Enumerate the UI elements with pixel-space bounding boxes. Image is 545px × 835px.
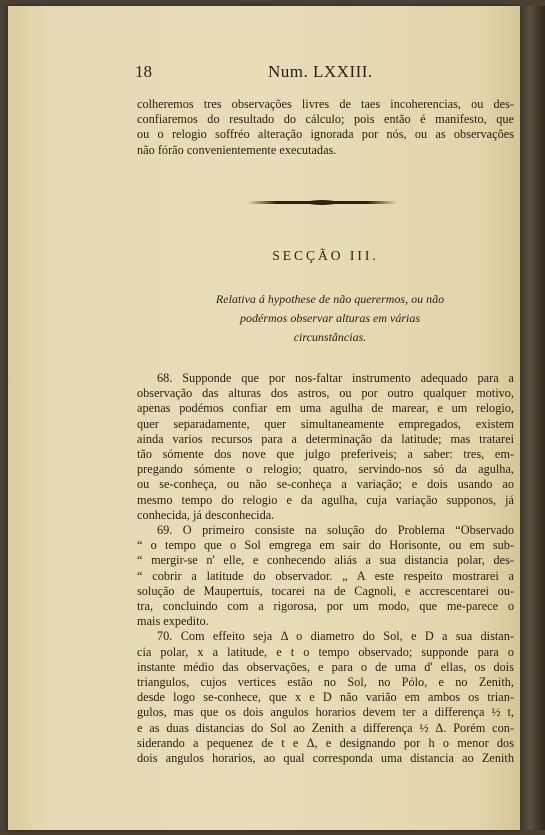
text-line: quer separadamente, quer simultaneamente empregados, existem [137,416,514,431]
paragraph-68 [137,371,514,523]
subtitle-line: Relativa á hypothese de não querermos, ou não [215,292,445,306]
text-line: tra, concluindo com a rigorosa, por um modo, que me-parece o [137,599,514,614]
text-line: observação das alturas dos astros, ou por outro qualquer motivo, [137,386,514,401]
text-line: solução de Maupertuis, tocarei na de Cagnoli, e accrescentarei ou- [137,583,514,598]
subtitle-line: podérmos observar alturas em várias [240,311,420,325]
paragraph-69 [137,523,514,629]
page-header [135,62,435,84]
text-line: “ mergir-se n' elle, e conhecendo aliás a sua distancia polar, des- [137,553,514,568]
running-title: Num. LXXIII. [268,62,373,81]
text-line: triangulos, cujos vertices estão no Sol, no Pólo, e no Zenith, [137,675,514,690]
section-title: SECÇÃO III. [272,248,379,263]
text-line: não fórão convenientemente executadas. [137,142,337,157]
text-line: cia polar, x a latitude, e t o tempo observado; supponde para o [137,644,514,659]
text-line: apenas podémos confiar em uma agulha de marear, e um relogio, [137,401,514,416]
text-line: conhecida, já desconhecida. [137,507,275,522]
text-line: colheremos tres observações livres de taes incoherencias, ou des- [137,97,514,111]
text-line: 69. O primeiro consiste na solução do Problema “Observado [157,523,514,538]
page-number: 18 [135,62,152,81]
text-line: tão sómente dos nove que julgo preferiveis; a saber: tres, em- [137,447,514,462]
text-line: ainda varios recursos para a determinação da latitude; mas tratarei [137,431,514,446]
text-line: “ o tempo que o Sol emgrega em sair do Horisonte, ou em sub- [137,538,514,553]
text-line: “ cobrir a latitude do observador. „ A este respeito mostrarei a [137,568,514,583]
text-line: instante médio das observações, e para o de uma d' ellas, os dois [137,659,514,674]
text-line: ou o relogio soffréo alteração ignorada por nós, ou as observações [137,127,514,142]
section-subtitle [170,290,490,347]
text-line: mesmo tempo do relogio e da agulha, cuja variação supponos, já [137,492,514,507]
paragraph-70 [137,629,514,766]
text-line: confiaremos do resultado do cálculo; pois então é manifesto, que [137,112,514,127]
body-text [137,371,514,766]
text-line: siderando a pequenez de t e Δ, e designando por h o menor dos [137,735,514,750]
text-line: pregando sómente o relogio; quatro, servindo-nos só da agulha, [137,462,514,477]
text-line: 70. Com effeito seja Δ o diametro do Sol, e D a sua distan- [157,629,514,644]
text-line: mais expedito. [137,614,209,629]
text-line: desde logo se-conhece, que x e D não varião em ambos os trian- [137,690,514,705]
decorative-rule [247,201,397,204]
text-line: e as duas distancias do Sol ao Zenith a differença ½ Δ. Porém con- [137,720,514,735]
text-line: ou se-conheça, ou não se-conheça a variação; e dois usando ao [137,477,514,492]
subtitle-line: circunstâncias. [293,330,367,344]
page-edge-shadow [520,6,545,830]
intro-paragraph [137,97,514,158]
text-line: dois angulos horarios, ao qual corresponda uma distancia ao Zenith [137,751,514,766]
text-line: gulos, mas que os dois angulos horarios devem ter a differença ½ t, [137,705,514,720]
text-line: 68. Supponde que por nos-faltar instrumento adequado para a [157,371,514,385]
